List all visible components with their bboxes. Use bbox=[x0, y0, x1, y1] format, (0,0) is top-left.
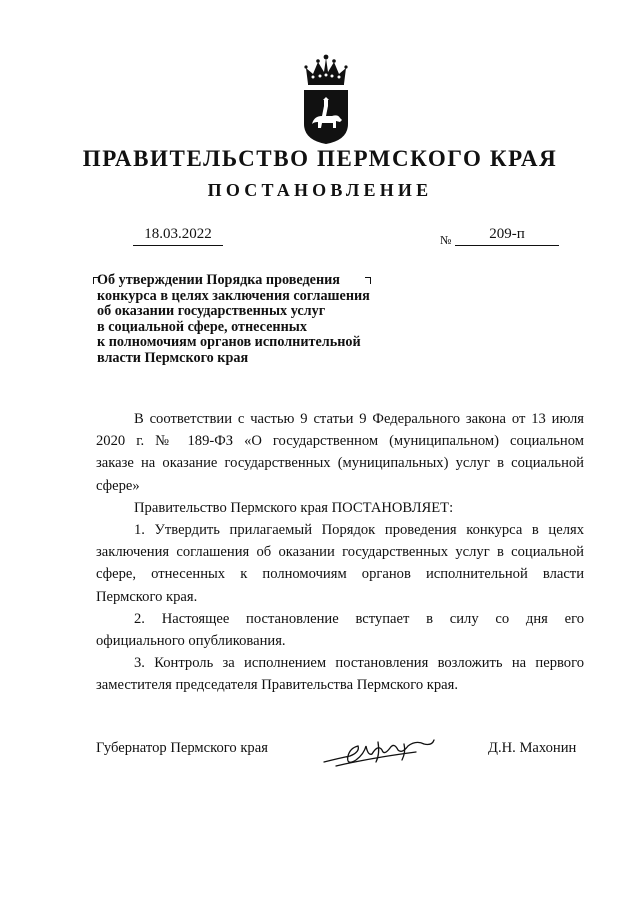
preamble-line: заказе на оказание государственных (муниципальных) услуг в социальной bbox=[96, 455, 584, 472]
date-underline bbox=[133, 245, 223, 246]
item-3-line: 3. Контроль за исполнением постановления возложить на первого bbox=[134, 655, 584, 672]
item-2-line: официального опубликования. bbox=[96, 633, 286, 650]
preamble-line: В соответствии с частью 9 статьи 9 Федерального закона от 13 июля bbox=[134, 411, 584, 427]
subject-line: об оказании государственных услуг bbox=[97, 303, 326, 320]
subject-line: Об утверждении Порядка проведения bbox=[97, 272, 340, 288]
subject-line: власти Пермского края bbox=[97, 349, 249, 366]
document-subject bbox=[97, 273, 397, 367]
subject-line: к полномочиям органов исполнительной bbox=[97, 334, 361, 351]
signatory-role: Губернатор Пермского края bbox=[96, 740, 268, 756]
item-3-line: заместителя председателя Правительства Пермского края. bbox=[96, 677, 458, 694]
number-underline bbox=[455, 245, 559, 246]
government-title: ПРАВИТЕЛЬСТВО ПЕРМСКОГО КРАЯ bbox=[82, 146, 558, 171]
signatory-name: Д.Н. Махонин bbox=[488, 740, 577, 756]
document-body bbox=[96, 408, 584, 697]
item-1-line: 1. Утвердить прилагаемый Порядок проведения конкурса в целях bbox=[134, 522, 584, 539]
perm-krai-coat-of-arms-icon bbox=[298, 54, 354, 146]
document-date: 18.03.2022 bbox=[144, 226, 212, 242]
subject-line: в социальной сфере, отнесенных bbox=[97, 318, 307, 335]
preamble-line: 2020 г. № 189-ФЗ «О государственном (муниципальном) социальном bbox=[96, 433, 584, 450]
handwritten-signature bbox=[320, 732, 438, 772]
preamble-line: сфере» bbox=[96, 477, 140, 494]
subject-line: конкурса в целях заключения соглашения bbox=[97, 287, 370, 304]
number-sign: № bbox=[440, 233, 452, 247]
item-1-line: сфере, отнесенных к полномочиям органов исполнительной власти bbox=[96, 566, 584, 583]
document-number: 209-п bbox=[489, 226, 525, 242]
item-1-line: заключения соглашения об оказании государственных услуг в социальной bbox=[96, 544, 584, 561]
decree-line: Правительство Пермского края ПОСТАНОВЛЯЕТ: bbox=[134, 499, 454, 516]
item-1-line: Пермского края. bbox=[96, 588, 198, 605]
document-type: ПОСТАНОВЛЕНИЕ bbox=[207, 180, 433, 200]
item-2-line: 2. Настоящее постановление вступает в силу со дня его bbox=[134, 610, 584, 627]
